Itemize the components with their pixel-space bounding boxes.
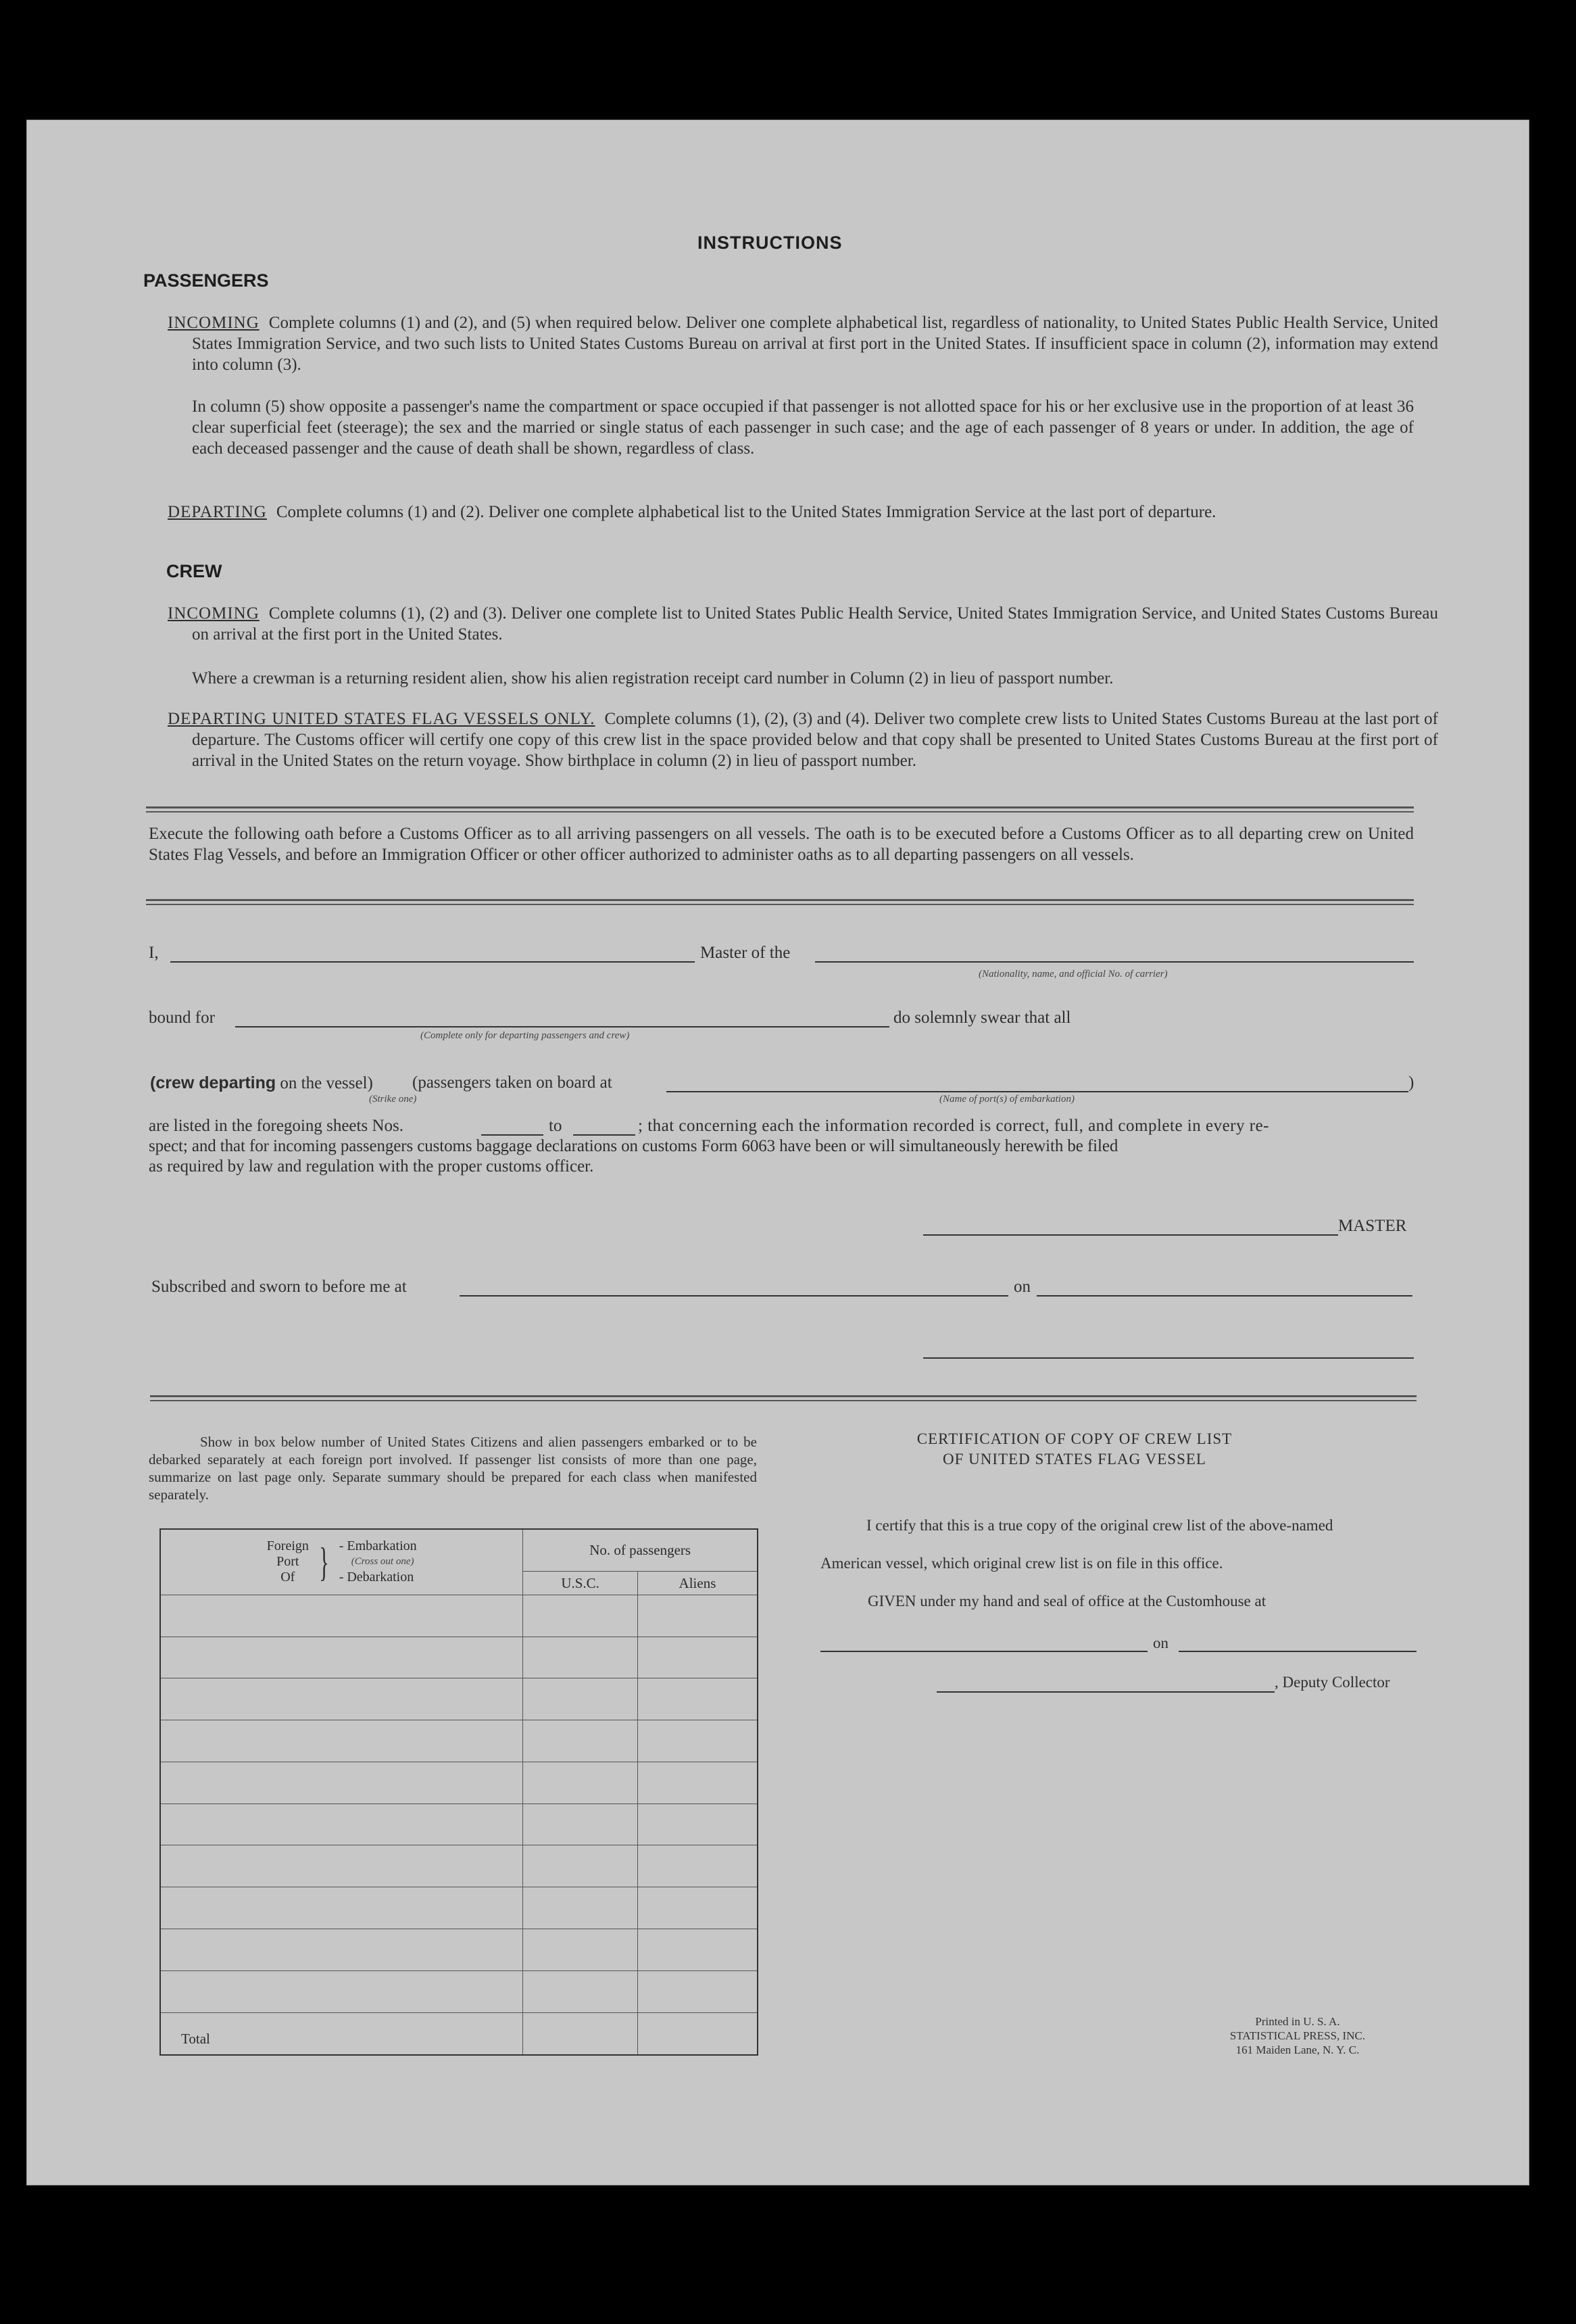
certification-heading-2: OF UNITED STATES FLAG VESSEL — [943, 1451, 1206, 1468]
listed-text-2: ; that concerning each the information recorded is correct, full, and complete in every re- — [638, 1117, 1270, 1135]
foreign-label: Foreign — [266, 1539, 309, 1554]
printer-line-3: 161 Maiden Lane, N. Y. C. — [1235, 2043, 1360, 2056]
aliens-cell[interactable] — [637, 1678, 758, 1720]
port-cell[interactable] — [160, 1803, 523, 1845]
certify-line-1: I certify that this is a true copy of the original crew list of the above-named — [866, 1517, 1333, 1534]
passengers-column5-paragraph: In column (5) show opposite a passenger's name the compartment or space occupied if that passenger is not allotted space for his or her exclusive use in the proportion of at least 36 clear superficial feet (steerage); the sex and the married or single status of each passenger in such case; and the age of each passenger of 8 years or under. In addition, the age of each deceased passenger and the cause of death shall be shown, regardless of class. — [192, 397, 1414, 458]
port-cell[interactable] — [160, 1970, 523, 2012]
ports-caption: (Name of port(s) of embarkation) — [939, 1094, 1075, 1105]
port-cell[interactable] — [160, 1845, 523, 1887]
passengers-departing-text: Complete columns (1) and (2). Deliver one complete alphabetical list to the United States Immigration Service at the last port of departure. — [276, 503, 1216, 521]
passengers-heading: PASSENGERS — [143, 270, 269, 291]
listed-label: are listed in the foregoing sheets Nos. — [149, 1117, 403, 1135]
double-rule-bottom — [150, 1395, 1417, 1401]
master-label: MASTER — [1338, 1217, 1407, 1235]
certification-on-label: on — [1153, 1635, 1168, 1651]
printer-line-1: Printed in U. S. A. — [1255, 2015, 1340, 2028]
customhouse-place-field[interactable] — [820, 1651, 1148, 1652]
carrier-field[interactable] — [815, 961, 1414, 963]
usc-cell[interactable] — [523, 1970, 638, 2012]
usc-cell[interactable] — [523, 1678, 638, 1720]
instructions-title: INSTRUCTIONS — [697, 233, 843, 253]
usc-cell[interactable] — [523, 1887, 638, 1929]
of-label: Of — [280, 1570, 295, 1585]
close-paren: ) — [1408, 1073, 1414, 1092]
crew-departing-option[interactable] — [150, 1073, 373, 1093]
crew-departing-text: (crew departing — [150, 1073, 276, 1092]
bound-for-label: bound for — [149, 1009, 215, 1027]
oath-instruction: Execute the following oath before a Customs Officer as to all arriving passengers on all vessels. The oath is to be executed before a Customs Officer as to all departing crew on United States Flag Vessels, and before an Immigration Officer or other officer authorized to administer oaths as to all departing passengers on all vessels. — [149, 825, 1414, 864]
listed-text-3: spect; and that for incoming passengers customs baggage declarations on customs Form 6063 have been or will simultaneously herewith be filed — [149, 1137, 1118, 1155]
crew-departing-paragraph — [168, 708, 1438, 771]
sheet-from-field[interactable] — [481, 1134, 543, 1136]
port-cell[interactable] — [160, 1720, 523, 1762]
embarkation-ports-field[interactable] — [666, 1091, 1408, 1092]
deputy-collector-label: , Deputy Collector — [1275, 1674, 1390, 1691]
aliens-cell[interactable] — [637, 1929, 758, 1970]
usc-cell[interactable] — [523, 1929, 638, 1970]
passengers-incoming-lead: INCOMING — [168, 314, 260, 332]
aliens-header: Aliens — [637, 1572, 758, 1595]
aliens-cell[interactable] — [637, 1637, 758, 1678]
swear-label: do solemnly swear that all — [893, 1009, 1071, 1027]
summary-note: Show in box below number of United States Citizens and alien passengers embarked or to be debarked separately at each foreign port involved. If passenger list consists of more than one page, summarize on last page only. Separate summary should be prepared for each class when manifested separately. — [149, 1434, 757, 1503]
aliens-cell[interactable] — [637, 1762, 758, 1803]
passengers-incoming-paragraph — [168, 312, 1438, 375]
sworn-date-field[interactable] — [1037, 1295, 1412, 1297]
carrier-caption: (Nationality, name, and official No. of carrier) — [979, 969, 1168, 979]
aliens-cell[interactable] — [637, 1970, 758, 2012]
listed-text-4: as required by law and regulation with the proper customs officer. — [149, 1157, 594, 1176]
usc-cell[interactable] — [523, 1720, 638, 1762]
double-rule-mid — [146, 899, 1414, 905]
port-header-cell: Foreign Port Of } - Embarkation (Cross out one) - Debarkation — [160, 1529, 523, 1595]
port-cell[interactable] — [160, 1595, 523, 1637]
aliens-cell[interactable] — [637, 1720, 758, 1762]
no-passengers-header: No. of passengers — [523, 1529, 758, 1572]
officer-signature-field[interactable] — [923, 1357, 1414, 1359]
printer-imprint — [1196, 2014, 1399, 2057]
usc-cell[interactable] — [523, 1595, 638, 1637]
oath-i-label: I, — [149, 944, 159, 962]
cross-out-caption: (Cross out one) — [351, 1556, 414, 1568]
crew-departing-lead: DEPARTING UNITED STATES FLAG VESSELS ONLY. — [168, 710, 595, 728]
deputy-collector-signature-field[interactable] — [937, 1691, 1275, 1693]
embarkation-option[interactable]: - Embarkation — [339, 1539, 417, 1554]
passenger-summary-table — [159, 1528, 758, 2056]
master-name-field[interactable] — [170, 961, 695, 963]
port-cell[interactable] — [160, 1762, 523, 1803]
port-cell[interactable] — [160, 1678, 523, 1720]
crew-incoming-paragraph — [168, 603, 1438, 645]
total-label-cell — [160, 2012, 523, 2055]
crew-departing-text: Complete columns (1), (2), (3) and (4). Deliver two complete crew lists to United States Customs Bureau at the last port of departure. The Customs officer will certify one copy of this crew list in the space provided below and that copy shall be presented to United States Customs Bureau at the first port of arrival in the United States on the return voyage. Show birthplace in column (2) in lieu of passport number. — [192, 710, 1438, 770]
crew-heading: CREW — [166, 561, 222, 581]
given-line: GIVEN under my hand and seal of office at the Customhouse at — [868, 1593, 1266, 1609]
port-cell[interactable] — [160, 1887, 523, 1929]
sworn-on-label: on — [1014, 1278, 1031, 1296]
port-label: Port — [276, 1554, 299, 1570]
usc-cell[interactable] — [523, 1803, 638, 1845]
certification-heading — [838, 1429, 1311, 1470]
passengers-departing-paragraph — [168, 502, 1438, 523]
usc-total-cell[interactable] — [523, 2012, 638, 2055]
aliens-cell[interactable] — [637, 1595, 758, 1637]
passengers-incoming-text: Complete columns (1) and (2), and (5) when required below. Deliver one complete alphabetical list, regardless of nationality, to United States Public Health Service, United States Immigration Service, and two such lists to United States Customs Bureau on arrival at first port in the United States. If insufficient space in column (2), information may extend into column (3). — [192, 314, 1438, 374]
passengers-departing-lead: DEPARTING — [168, 503, 267, 521]
on-the-vessel-text: on the vessel) — [280, 1074, 373, 1092]
usc-cell[interactable] — [523, 1762, 638, 1803]
double-rule-top — [146, 806, 1414, 813]
subscribed-label: Subscribed and sworn to before me at — [151, 1278, 407, 1296]
certification-date-field[interactable] — [1179, 1651, 1417, 1652]
printer-line-2: STATISTICAL PRESS, INC. — [1229, 2029, 1366, 2042]
passengers-taken-option[interactable]: (passengers taken on board at — [412, 1073, 612, 1092]
listed-to-label: to — [549, 1117, 562, 1135]
strike-one-caption: (Strike one) — [369, 1094, 417, 1105]
port-cell[interactable] — [160, 1929, 523, 1970]
aliens-total-cell[interactable] — [637, 2012, 758, 2055]
crew-resident-paragraph: Where a crewman is a returning resident alien, show his alien registration receipt card number in Column (2) in lieu of passport number. — [192, 669, 1114, 687]
aliens-cell[interactable] — [637, 1887, 758, 1929]
usc-cell[interactable] — [523, 1845, 638, 1887]
sworn-place-field[interactable] — [460, 1295, 1008, 1297]
usc-cell[interactable] — [523, 1637, 638, 1678]
bound-for-caption: (Complete only for departing passengers and crew) — [420, 1030, 630, 1041]
certify-line-2: American vessel, which original crew list is on file in this office. — [820, 1555, 1223, 1572]
master-of-the-label: Master of the — [700, 944, 791, 962]
crew-incoming-text: Complete columns (1), (2) and (3). Deliver one complete list to United States Public Health Service, United States Immigration Service, and United States Customs Bureau on arrival at the first port in the United States. — [192, 604, 1438, 644]
crew-incoming-lead: INCOMING — [168, 604, 260, 623]
bound-for-field[interactable] — [235, 1026, 889, 1027]
debarkation-option[interactable]: - Debarkation — [339, 1570, 414, 1585]
usc-header: U.S.C. — [523, 1572, 638, 1595]
sheet-to-field[interactable] — [573, 1134, 635, 1136]
master-signature-field[interactable] — [923, 1234, 1338, 1236]
form-page — [27, 120, 1529, 2185]
total-label: Total — [181, 2031, 210, 2047]
aliens-cell[interactable] — [637, 1803, 758, 1845]
certification-heading-1: CERTIFICATION OF COPY OF CREW LIST — [916, 1430, 1233, 1447]
port-cell[interactable] — [160, 1637, 523, 1678]
aliens-cell[interactable] — [637, 1845, 758, 1887]
